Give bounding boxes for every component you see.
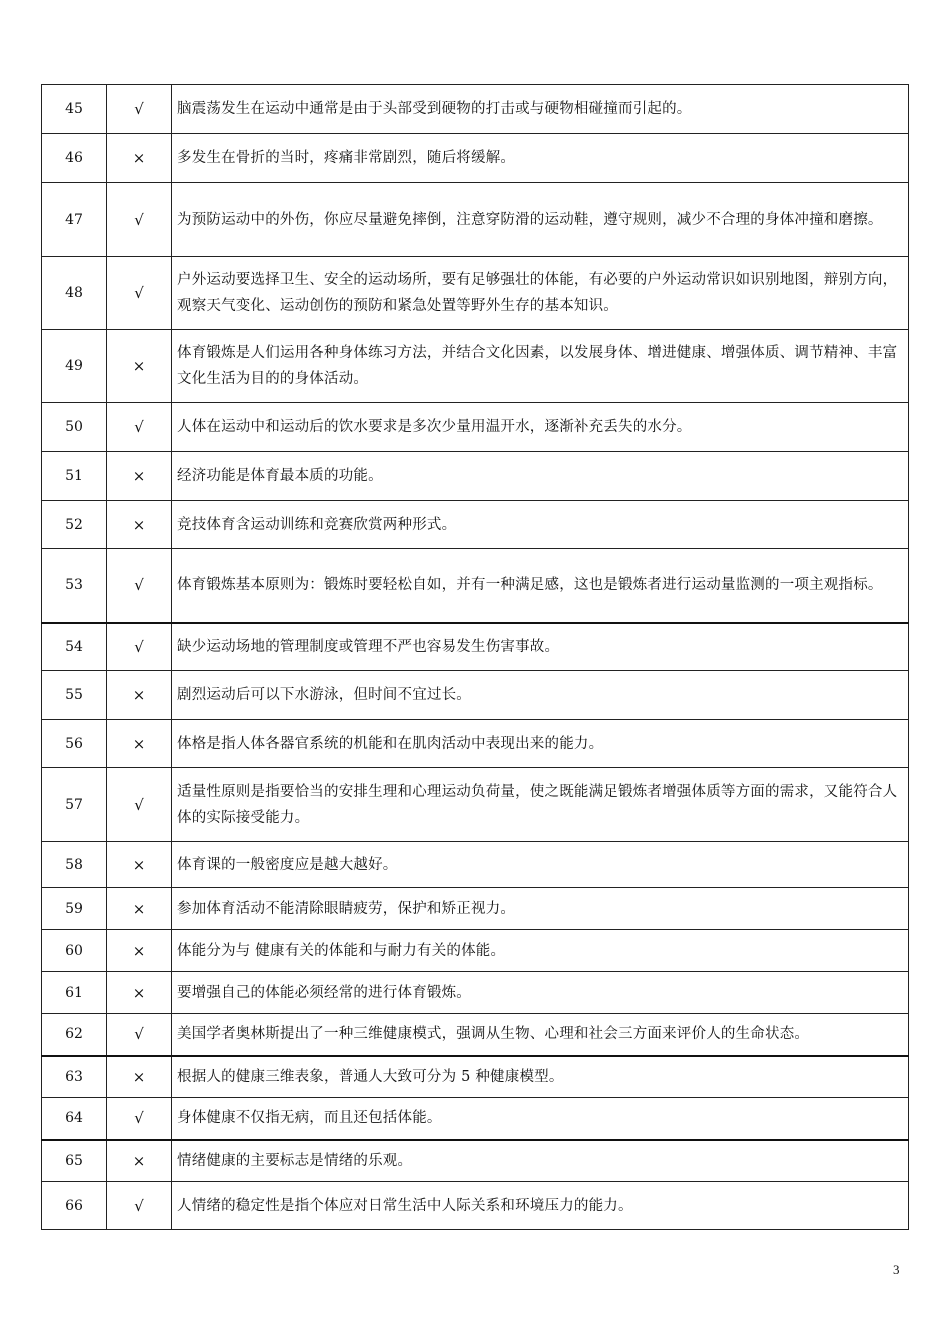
answer-mark: √ <box>107 403 172 452</box>
row-number: 53 <box>42 549 107 623</box>
answer-mark: × <box>107 842 172 888</box>
table-row <box>42 1056 909 1098</box>
answer-mark: √ <box>107 768 172 842</box>
row-number: 49 <box>42 330 107 403</box>
row-number: 58 <box>42 842 107 888</box>
statement-text: 身体健康不仅指无病，而且还包括体能。 <box>172 1098 909 1140</box>
row-number: 60 <box>42 930 107 972</box>
table-row <box>42 134 909 183</box>
table-row <box>42 768 909 842</box>
statement-text: 情绪健康的主要标志是情绪的乐观。 <box>172 1140 909 1182</box>
row-number: 45 <box>42 85 107 134</box>
row-number: 59 <box>42 888 107 930</box>
row-number: 52 <box>42 501 107 549</box>
row-number: 55 <box>42 671 107 720</box>
table-row <box>42 720 909 768</box>
table-row <box>42 671 909 720</box>
table-row <box>42 403 909 452</box>
row-number: 48 <box>42 257 107 330</box>
statement-text: 体格是指人体各器官系统的机能和在肌肉活动中表现出来的能力。 <box>172 720 909 768</box>
table-row <box>42 549 909 623</box>
answer-mark: × <box>107 452 172 501</box>
statement-text: 要增强自己的体能必须经常的进行体育锻炼。 <box>172 972 909 1014</box>
table-row <box>42 1182 909 1230</box>
row-number: 54 <box>42 623 107 671</box>
table-row <box>42 1140 909 1182</box>
statement-text: 体育锻炼是人们运用各种身体练习方法，并结合文化因素，以发展身体、增进健康、增强体质、调节精神、丰富文化生活为目的的身体活动。 <box>172 330 909 403</box>
table-row <box>42 257 909 330</box>
row-number: 65 <box>42 1140 107 1182</box>
row-number: 66 <box>42 1182 107 1230</box>
answer-mark: √ <box>107 1014 172 1056</box>
answer-mark: √ <box>107 1182 172 1230</box>
answer-mark: × <box>107 888 172 930</box>
answer-mark: × <box>107 671 172 720</box>
table-row <box>42 623 909 671</box>
statement-text: 缺少运动场地的管理制度或管理不严也容易发生伤害事故。 <box>172 623 909 671</box>
statement-text: 参加体育活动不能清除眼睛疲劳，保护和矫正视力。 <box>172 888 909 930</box>
row-number: 47 <box>42 183 107 257</box>
table-row <box>42 501 909 549</box>
statement-text: 人体在运动中和运动后的饮水要求是多次少量用温开水，逐渐补充丢失的水分。 <box>172 403 909 452</box>
statement-text: 体育锻炼基本原则为：锻炼时要轻松自如，并有一种满足感，这也是锻炼者进行运动量监测的一项主观指标。 <box>172 549 909 623</box>
statement-text: 脑震荡发生在运动中通常是由于头部受到硬物的打击或与硬物相碰撞而引起的。 <box>172 85 909 134</box>
statement-text: 体育课的一般密度应是越大越好。 <box>172 842 909 888</box>
table-row <box>42 972 909 1014</box>
row-number: 46 <box>42 134 107 183</box>
row-number: 62 <box>42 1014 107 1056</box>
answer-mark: × <box>107 720 172 768</box>
table-row <box>42 1098 909 1140</box>
answer-mark: × <box>107 930 172 972</box>
answer-mark: √ <box>107 85 172 134</box>
statement-text: 人情绪的稳定性是指个体应对日常生活中人际关系和环境压力的能力。 <box>172 1182 909 1230</box>
table-row <box>42 930 909 972</box>
row-number: 50 <box>42 403 107 452</box>
answer-mark: × <box>107 330 172 403</box>
answer-mark: × <box>107 134 172 183</box>
answer-table <box>41 84 909 1230</box>
table-row <box>42 842 909 888</box>
row-number: 51 <box>42 452 107 501</box>
statement-text: 根据人的健康三维表象，普通人大致可分为 5 种健康模型。 <box>172 1056 909 1098</box>
row-number: 64 <box>42 1098 107 1140</box>
answer-mark: √ <box>107 1098 172 1140</box>
answer-mark: × <box>107 501 172 549</box>
row-number: 56 <box>42 720 107 768</box>
table-row <box>42 888 909 930</box>
statement-text: 为预防运动中的外伤，你应尽量避免摔倒，注意穿防滑的运动鞋，遵守规则，减少不合理的身体冲撞和磨擦。 <box>172 183 909 257</box>
statement-text: 体能分为与 健康有关的体能和与耐力有关的体能。 <box>172 930 909 972</box>
answer-mark: √ <box>107 623 172 671</box>
table-row <box>42 1014 909 1056</box>
table-row <box>42 85 909 134</box>
statement-text: 竞技体育含运动训练和竞赛欣赏两种形式。 <box>172 501 909 549</box>
table-row <box>42 330 909 403</box>
statement-text: 适量性原则是指要恰当的安排生理和心理运动负荷量，使之既能满足锻炼者增强体质等方面的需求，又能符合人体的实际接受能力。 <box>172 768 909 842</box>
statement-text: 多发生在骨折的当时，疼痛非常剧烈，随后将缓解。 <box>172 134 909 183</box>
answer-mark: √ <box>107 549 172 623</box>
statement-text: 美国学者奥林斯提出了一种三维健康模式，强调从生物、心理和社会三方面来评价人的生命状态。 <box>172 1014 909 1056</box>
page-number: 3 <box>893 1262 900 1277</box>
row-number: 61 <box>42 972 107 1014</box>
answer-mark: × <box>107 1140 172 1182</box>
answer-mark: × <box>107 972 172 1014</box>
table-row <box>42 452 909 501</box>
statement-text: 剧烈运动后可以下水游泳，但时间不宜过长。 <box>172 671 909 720</box>
answer-mark: √ <box>107 183 172 257</box>
statement-text: 经济功能是体育最本质的功能。 <box>172 452 909 501</box>
row-number: 63 <box>42 1056 107 1098</box>
statement-text: 户外运动要选择卫生、安全的运动场所，要有足够强壮的体能，有必要的户外运动常识如识别地图，辩别方向，观察天气变化、运动创伤的预防和紧急处置等野外生存的基本知识。 <box>172 257 909 330</box>
answer-mark: × <box>107 1056 172 1098</box>
table-row <box>42 183 909 257</box>
row-number: 57 <box>42 768 107 842</box>
answer-mark: √ <box>107 257 172 330</box>
